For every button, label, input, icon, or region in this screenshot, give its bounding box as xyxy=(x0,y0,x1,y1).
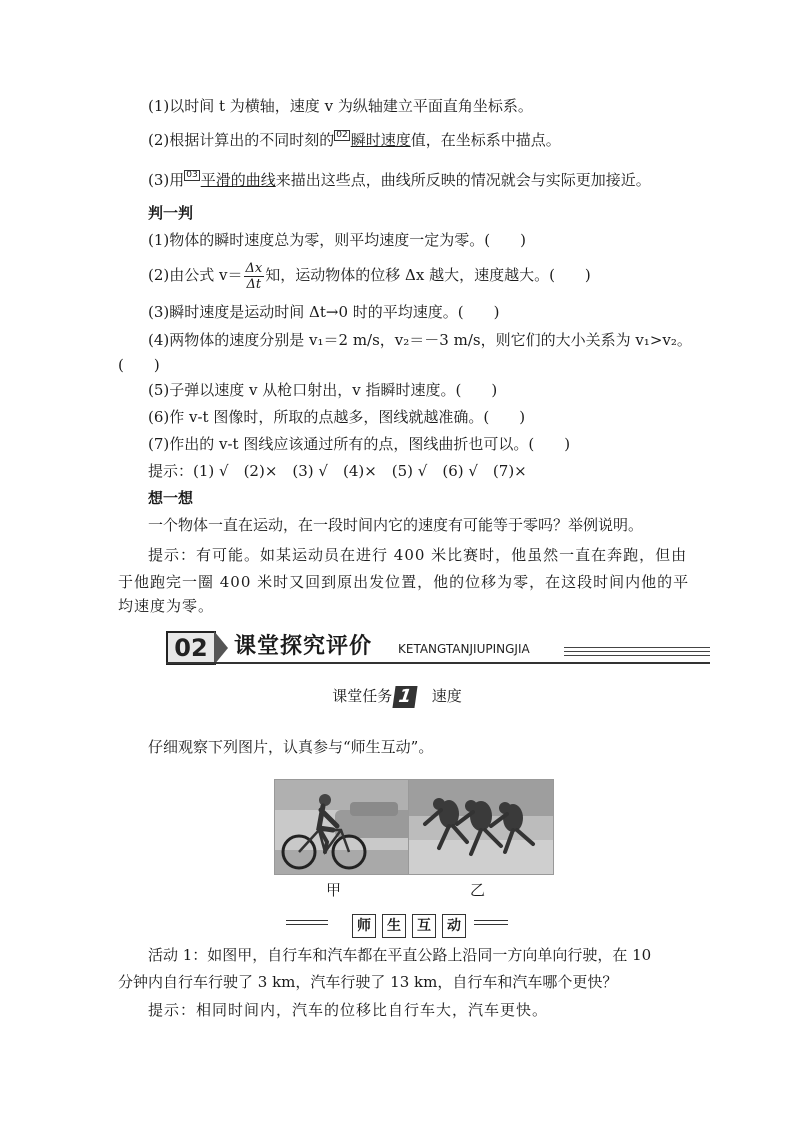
badge-arrow xyxy=(214,631,228,665)
step-2 xyxy=(148,130,561,150)
step-2-suffix: 值，在坐标系中描点。 xyxy=(410,131,561,149)
divider-line-left-1 xyxy=(286,920,328,921)
divider-line-right-2 xyxy=(474,924,508,925)
banner-rule-2 xyxy=(564,651,710,652)
step-3-prefix: (3)用 xyxy=(148,171,185,189)
interaction-char-3: 互 xyxy=(412,914,436,938)
task-number: 1 xyxy=(393,686,418,708)
judge-q3: (3)瞬时速度是运动时间 Δt→0 时的平均速度。( ) xyxy=(148,303,500,321)
judge-q5: (5)子弹以速度 v 从枪口射出，v 指瞬时速度。( ) xyxy=(148,381,498,399)
sprinters-illustration xyxy=(409,780,553,874)
activity-1-line-2: 分钟内自行车行驶了 3 km，汽车行驶了 13 km，自行车和汽车哪个更快？ xyxy=(118,973,618,991)
judge-heading: 判一判 xyxy=(148,204,194,222)
step-3-suffix: 来描出这些点，曲线所反映的情况就会与实际更加接近。 xyxy=(275,171,651,189)
think-heading: 想一想 xyxy=(148,489,194,507)
step-3 xyxy=(148,170,651,190)
judge-q4: (4)两物体的速度分别是 v₁＝2 m/s，v₂＝－3 m/s，则它们的大小关系为 v₁>v₂。 xyxy=(148,331,692,349)
divider-line-left-2 xyxy=(286,924,328,925)
judge-answer: 提示：(1) √ (2)× (3) √ (4)× (5) √ (6) √ (7)× xyxy=(148,462,527,480)
task-header xyxy=(0,683,794,709)
divider-line-right-1 xyxy=(474,920,508,921)
interaction-char-1: 师 xyxy=(352,914,376,938)
banner-rule-3 xyxy=(564,655,710,656)
judge-q6: (6)作 v-t 图像时，所取的点越多，图线就越准确。( ) xyxy=(148,408,526,426)
judge-q2 xyxy=(148,258,591,292)
section-banner xyxy=(166,629,710,665)
fraction-numerator: Δx xyxy=(245,260,263,276)
think-question: 一个物体一直在运动，在一段时间内它的速度有可能等于零吗？举例说明。 xyxy=(148,516,644,534)
blank-marker-03: 03 xyxy=(186,170,198,180)
blank-marker-02: 02 xyxy=(336,130,348,140)
bicycle-illustration xyxy=(275,780,415,874)
section-number-badge: 02 xyxy=(166,631,216,665)
section-title: 课堂探究评价 xyxy=(234,633,373,659)
activity-1-hint: 提示：相同时间内，汽车的位移比自行车大，汽车更快。 xyxy=(148,1001,549,1019)
intro-text: 仔细观察下列图片，认真参与“师生互动”。 xyxy=(148,738,434,756)
step-2-answer: 瞬时速度 xyxy=(350,131,411,149)
judge-q7: (7)作出的 v-t 图线应该通过所有的点，图线曲折也可以。( ) xyxy=(148,435,571,453)
caption-yi: 乙 xyxy=(470,881,486,899)
banner-base-line xyxy=(166,662,710,664)
judge-q1: (1)物体的瞬时速度总为零，则平均速度一定为零。( ) xyxy=(148,231,526,249)
sprinters-photo xyxy=(408,779,554,875)
step-3-answer: 平滑的曲线 xyxy=(200,171,276,189)
task-name: 速度 xyxy=(431,687,462,705)
caption-jia: 甲 xyxy=(326,881,342,899)
activity-1-line-1: 活动 1：如图甲，自行车和汽车都在平直公路上沿同一方向单向行驶，在 10 xyxy=(148,946,652,964)
think-hint-line-2: 于他跑完一圈 400 米时又回到原出发位置，他的位移为零，在这段时间内他的平 xyxy=(118,573,690,591)
think-hint-line-1: 提示：有可能。如某运动员在进行 400 米比赛时，他虽然一直在奔跑，但由 xyxy=(148,546,688,564)
interaction-divider xyxy=(286,914,508,938)
bicycle-photo xyxy=(274,779,416,875)
section-title-pinyin: KETANGTANJIUPINGJIA xyxy=(398,642,530,656)
banner-rule-1 xyxy=(564,647,710,648)
judge-q2-suffix: 知，运动物体的位移 Δx 越大，速度越大。( ) xyxy=(265,266,591,284)
fraction-denominator: Δt xyxy=(246,276,262,292)
step-1: (1)以时间 t 为横轴，速度 v 为纵轴建立平面直角坐标系。 xyxy=(148,97,533,115)
think-hint-line-3: 均速度为零。 xyxy=(118,597,215,615)
velocity-fraction xyxy=(244,261,265,292)
judge-q2-prefix: (2)由公式 v＝ xyxy=(148,266,243,284)
judge-q4-blank: ( ) xyxy=(118,356,160,374)
step-2-prefix: (2)根据计算出的不同时刻的 xyxy=(148,131,335,149)
interaction-char-2: 生 xyxy=(382,914,406,938)
task-prefix: 课堂任务 xyxy=(332,687,393,705)
interaction-char-4: 动 xyxy=(442,914,466,938)
